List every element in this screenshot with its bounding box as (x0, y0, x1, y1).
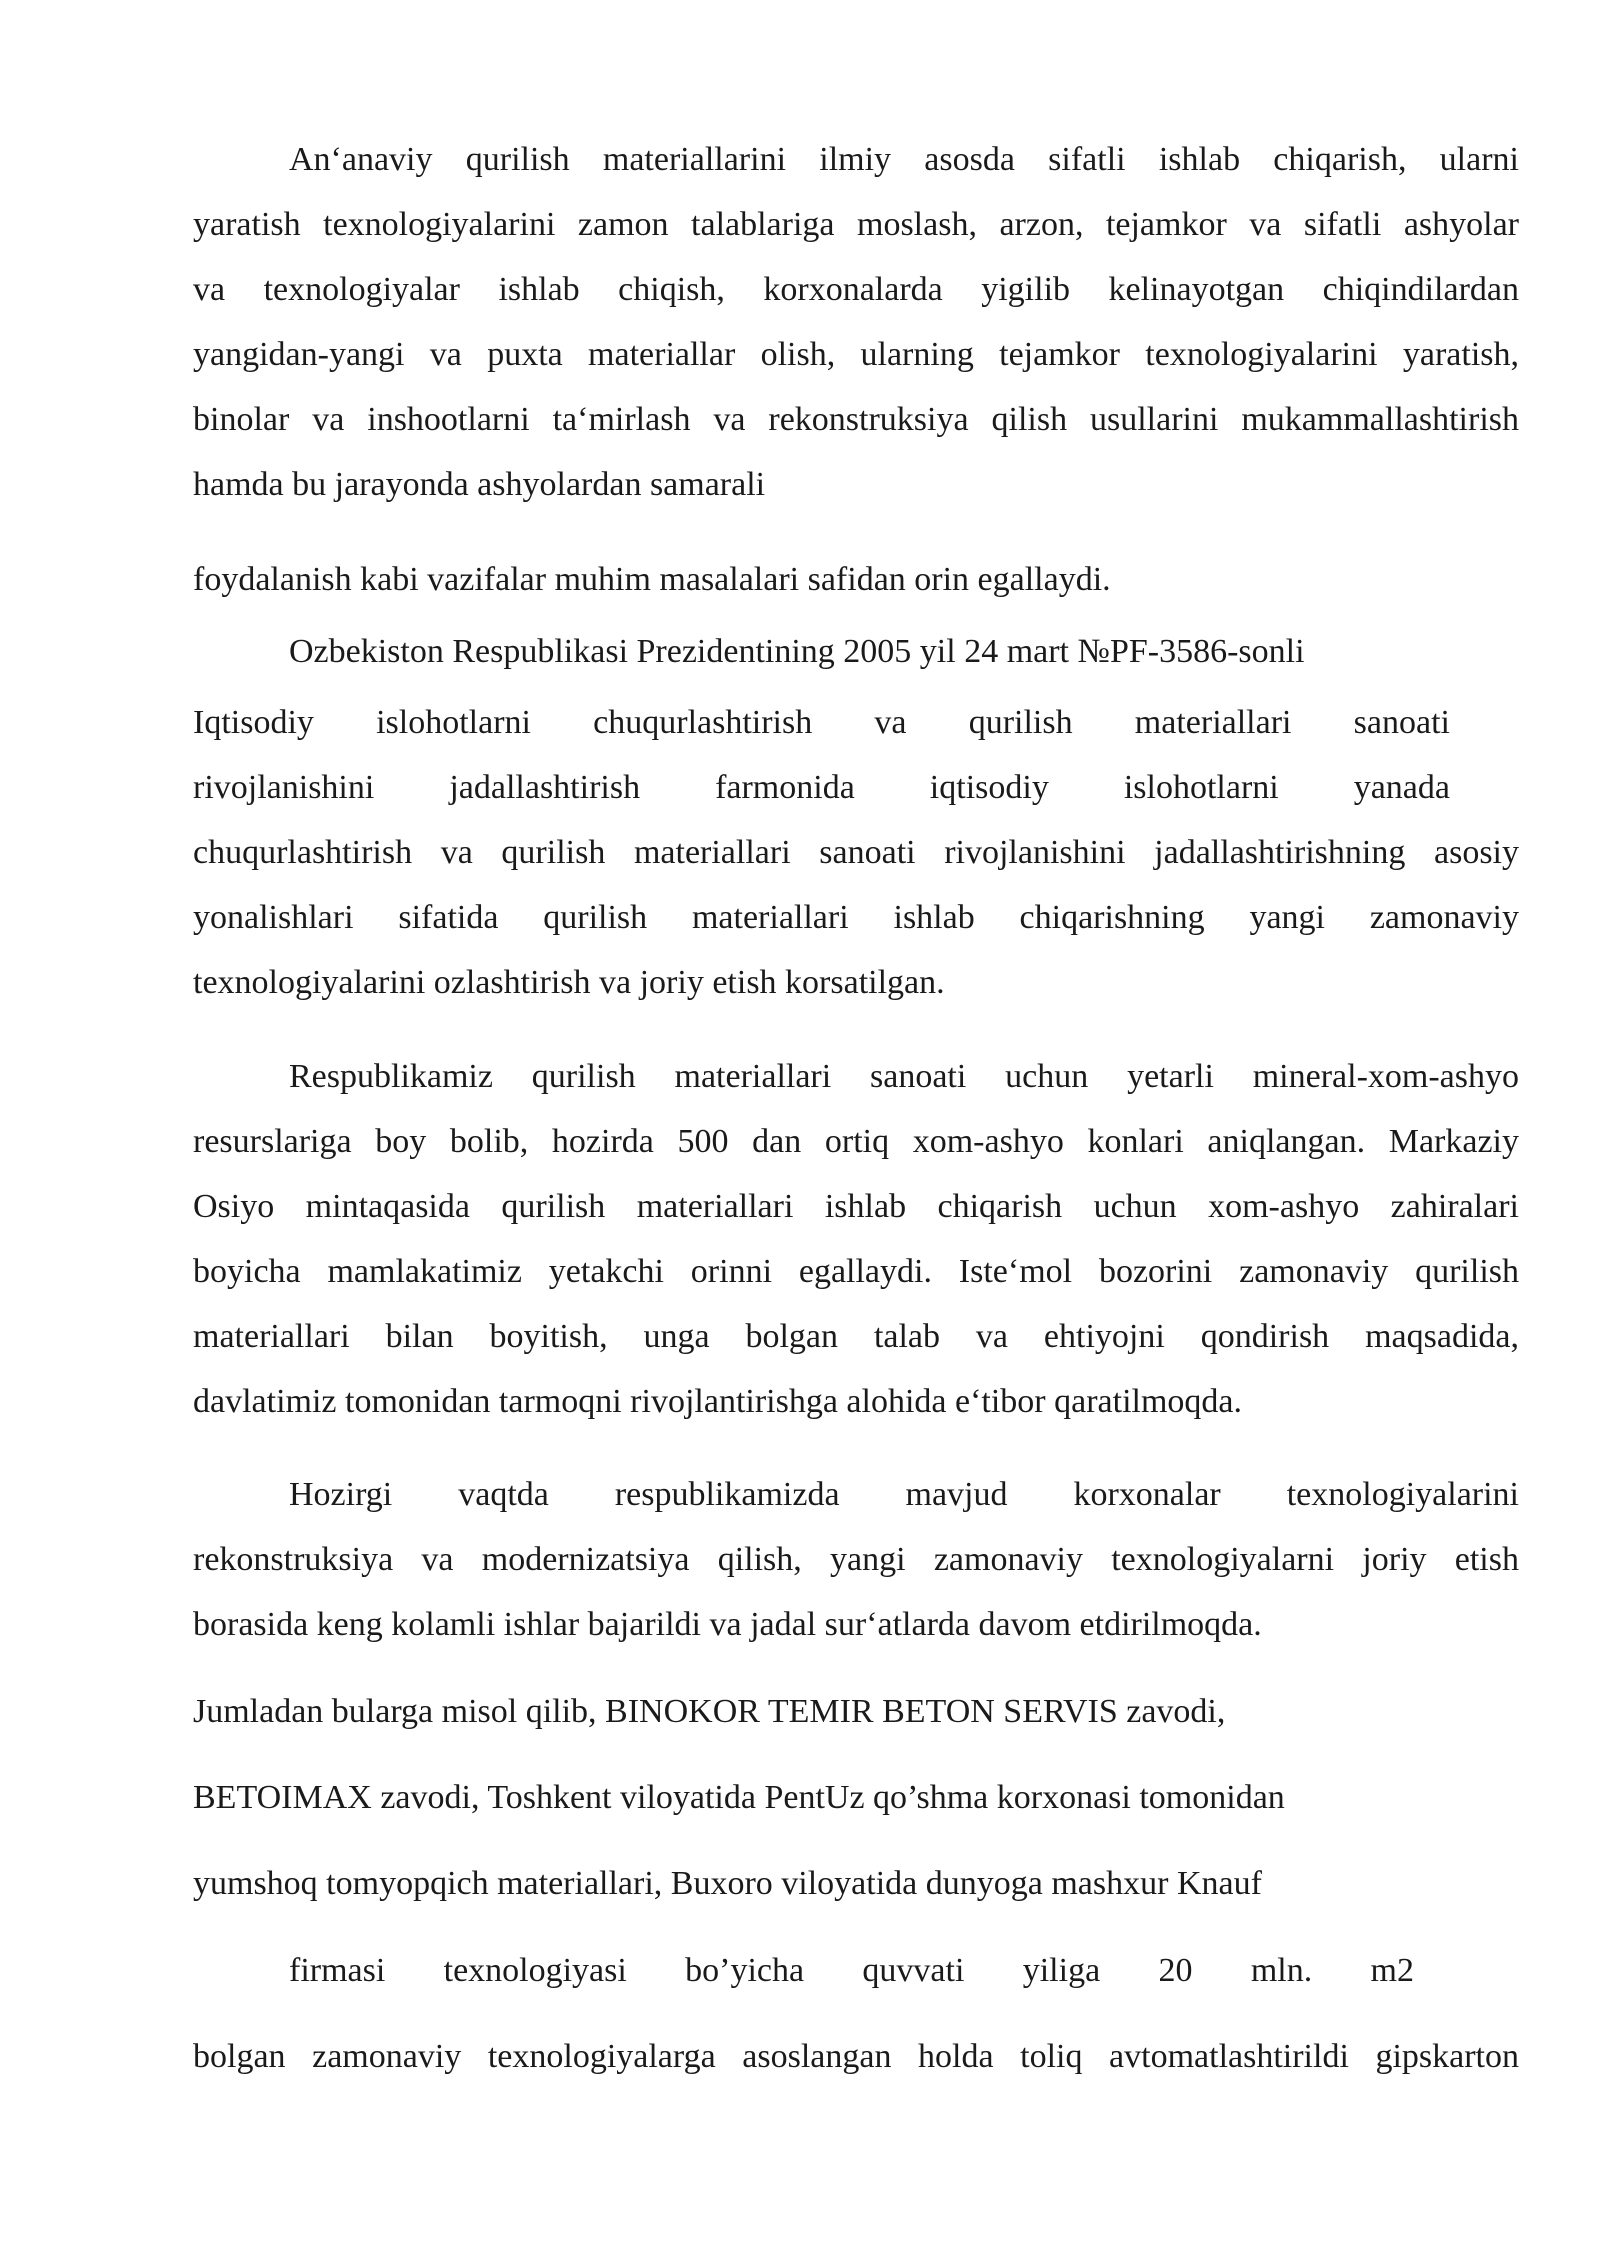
text-line: texnologiyalarini ozlashtirish va joriy etish korsatilgan. (193, 964, 945, 1001)
text-line: rekonstruksiya va modernizatsiya qilish, yangi zamonaviy texnologiyalarni joriy etish (193, 1541, 1519, 1578)
text-line: Iqtisodiy islohotlarni chuqurlashtirish va qurilish materiallari sanoati (193, 704, 1450, 741)
text-line: materiallari bilan boyitish, unga bolgan talab va ehtiyojni qondirish maqsadida, (193, 1318, 1519, 1355)
text-line: binolar va inshootlarni ta‘mirlash va rekonstruksiya qilish usullarini mukammallashtirish (193, 401, 1519, 438)
text-line: davlatimiz tomonidan tarmoqni rivojlantirishga alohida e‘tibor qaratilmoqda. (193, 1383, 1243, 1420)
text-line: yangidan-yangi va puxta materiallar olish, ularning tejamkor texnologiyalarini yaratish, (193, 336, 1519, 373)
text-line: hamda bu jarayonda ashyolardan samarali (193, 466, 766, 503)
text-line: firmasi texnologiyasi bo’yicha quvvati yiliga 20 mln. m2 (289, 1952, 1414, 1989)
text-line: bolgan zamonaviy texnologiyalarga asoslangan holda toliq avtomatlashtirildi gipskarton (193, 2038, 1519, 2075)
text-line: BETOIMAX zavodi, Toshkent viloyatida PentUz qo’shma korxonasi tomonidan (193, 1779, 1285, 1816)
text-line: chuqurlashtirish va qurilish materiallari sanoati rivojlanishini jadallashtirishning asosiy (193, 834, 1519, 871)
text-line: Hozirgi vaqtda respublikamizda mavjud korxonalar texnologiyalarini (289, 1476, 1519, 1513)
text-line: yaratish texnologiyalarini zamon talablariga moslash, arzon, tejamkor va sifatli ashyolar (193, 206, 1519, 243)
text-line: Jumladan bularga misol qilib, BINOKOR TEMIR BETON SERVIS zavodi, (193, 1693, 1226, 1730)
text-line: boyicha mamlakatimiz yetakchi orinni egallaydi. Iste‘mol bozorini zamonaviy qurilish (193, 1253, 1519, 1290)
text-line: yumshoq tomyopqich materiallari, Buxoro viloyatida dunyoga mashxur Knauf (193, 1865, 1262, 1902)
text-line: borasida keng kolamli ishlar bajarildi va jadal sur‘atlarda davom etdirilmoqda. (193, 1606, 1262, 1643)
text-line: Osiyo mintaqasida qurilish materiallari ishlab chiqarish uchun xom-ashyo zahiralari (193, 1188, 1519, 1225)
text-line: Respublikamiz qurilish materiallari sanoati uchun yetarli mineral-xom-ashyo (289, 1058, 1519, 1095)
text-line: rivojlanishini jadallashtirish farmonida iqtisodiy islohotlarni yanada (193, 769, 1450, 806)
text-line: foydalanish kabi vazifalar muhim masalalari safidan orin egallaydi. (193, 561, 1111, 598)
text-line: yonalishlari sifatida qurilish materiallari ishlab chiqarishning yangi zamonaviy (193, 899, 1519, 936)
text-line: va texnologiyalar ishlab chiqish, korxonalarda yigilib kelinayotgan chiqindilardan (193, 271, 1519, 308)
text-line: resurslariga boy bolib, hozirda 500 dan ortiq xom-ashyo konlari aniqlangan. Markaziy (193, 1123, 1519, 1160)
text-line: Ozbekiston Respublikasi Prezidentining 2005 yil 24 mart №PF-3586-sonli (289, 633, 1305, 670)
text-line: An‘anaviy qurilish materiallarini ilmiy asosda sifatli ishlab chiqarish, ularni (289, 141, 1519, 178)
